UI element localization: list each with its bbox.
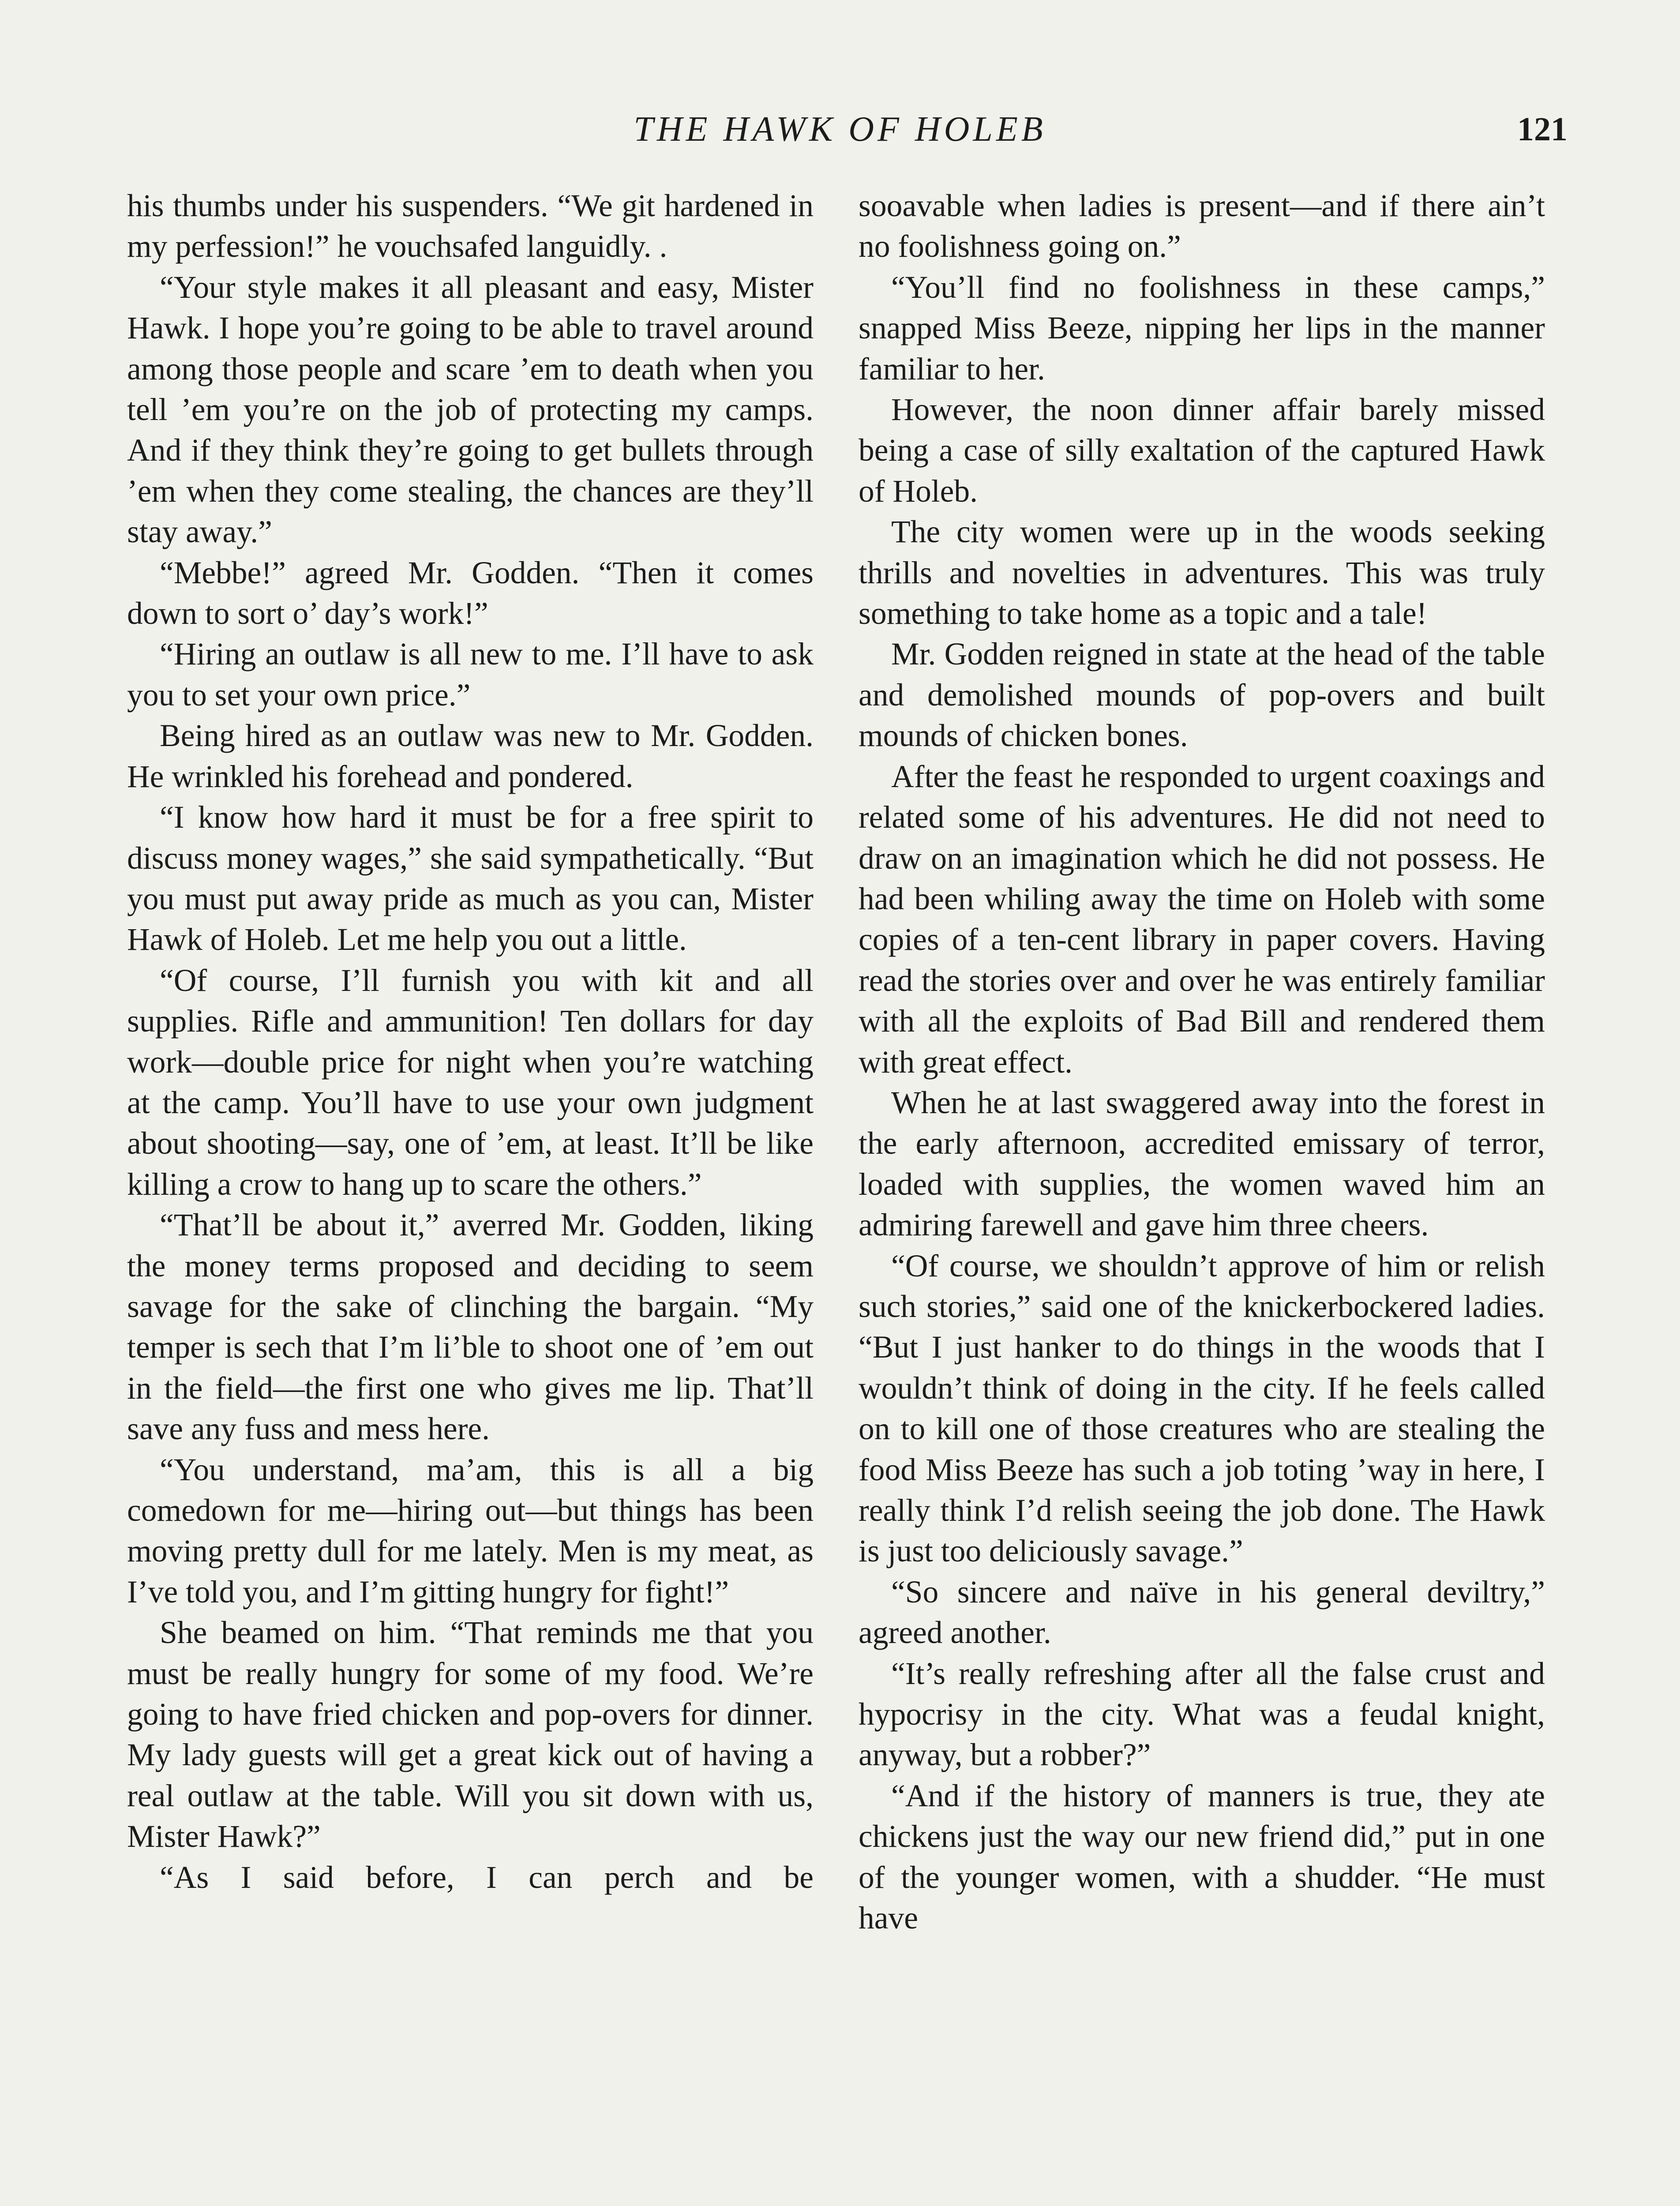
page-number: 121: [1517, 111, 1568, 148]
paragraph: When he at last swaggered away into the forest in the early afternoon, accredited emissary of terror, loaded with supplies, the women waved him an admiring farewell and gave him three cheers.: [859, 1085, 1545, 1243]
paragraph: “As I said before, I can perch and be: [160, 1860, 814, 1895]
running-title: THE HAWK OF HOLEB: [634, 110, 1046, 149]
paragraph: “So sincere and naïve in his general deviltry,” agreed another.: [859, 1574, 1545, 1651]
paragraph: Mr. Godden reigned in state at the head of the table and demolished mounds of pop-overs and built mounds of chicken bones.: [859, 637, 1545, 754]
paragraph: “I know how hard it must be for a free spirit to discuss money wages,” she said sympathetically. “But you must put away pride as much as you can, Mister Hawk of Holeb. Let me help you out a little.: [127, 800, 814, 957]
paragraph: “You understand, ma’am, this is all a big comedown for me—hiring out—but things has been moving pretty dull for me lately. Men is my meat, as I’ve told you, and I’m gitting hungry for fight!”: [127, 1452, 814, 1609]
paragraph: sooavable when ladies is present—and if there ain’t no foolishness going on.”: [859, 188, 1545, 264]
paragraph: The city women were up in the woods seeking thrills and novelties in adventures. This was truly something to take home as a topic and a tale!: [859, 514, 1545, 631]
paragraph: However, the noon dinner affair barely missed being a case of silly exaltation of the captured Hawk of Holeb.: [859, 392, 1545, 509]
paragraph: “Of course, I’ll furnish you with kit and all supplies. Rifle and ammunition! Ten dollars for day work—double price for night when you’re watching at the camp. You’ll have to use your own judgment about shooting—say, one of ’em, at least. It’ll be like killing a crow to hang up to scare the others.”: [127, 963, 814, 1202]
paragraph: his thumbs under his suspenders. “We git hardened in my perfession!” he vouchsafed languidly. .: [127, 188, 814, 264]
paragraph: “It’s really refreshing after all the false crust and hypocrisy in the city. What was a feudal knight, anyway, but a robber?”: [859, 1656, 1545, 1773]
paragraph: After the feast he responded to urgent coaxings and related some of his adventures. He did not need to draw on an imagination which he did not possess. He had been whiling away the time on Holeb with some copies of a ten-cent library in paper covers. Having read the stories over and over he was entirely familiar with all the exploits of Bad Bill and rendered them with great effect.: [859, 759, 1545, 1080]
paragraph: “That’ll be about it,” averred Mr. Godden, liking the money terms proposed and deciding to seem savage for the sake of clinching the bargain. “My temper is sech that I’m li’ble to shoot one of ’em out in the field—the first one who gives me lip. That’ll save any fuss and mess here.: [127, 1208, 814, 1447]
paragraph: “Hiring an outlaw is all new to me. I’ll have to ask you to set your own price.”: [127, 637, 814, 713]
paragraph: “Your style makes it all pleasant and easy, Mister Hawk. I hope you’re going to be able to travel around among those people and scare ’em to death when you tell ’em you’re on the job of protecting my camps. And if they think they’re going to get bullets through ’em when they come stealing, the chances are they’ll stay away.”: [127, 270, 814, 550]
paragraph: “Of course, we shouldn’t approve of him or relish such stories,” said one of the knickerbockered ladies. “But I just hanker to do things in the woods that I wouldn’t think of doing in the city. If he feels called on to kill one of those creatures who are stealing the food Miss Beeze has such a job toting ’way in here, I really think I’d relish seeing the job done. The Hawk is just too deliciously savage.”: [859, 1248, 1545, 1569]
paragraph: She beamed on him. “That reminds me that you must be really hungry for some of my food. We’re going to have fried chicken and pop-overs for dinner. My lady guests will get a great kick out of having a real outlaw at the table. Will you sit down with us, Mister Hawk?”: [127, 1615, 814, 1854]
running-head: [0, 105, 1680, 154]
left-column: [127, 186, 814, 1898]
paragraph: “And if the history of manners is true, they ate chickens just the way our new friend did,” put in one of the younger women, with a shudder. “He must have: [859, 1778, 1545, 1936]
paragraph: “Mebbe!” agreed Mr. Godden. “Then it comes down to sort o’ day’s work!”: [127, 555, 814, 631]
paragraph: “You’ll find no foolishness in these camps,” snapped Miss Beeze, nipping her lips in the manner familiar to her.: [859, 270, 1545, 386]
right-column: [859, 186, 1545, 1939]
paragraph: Being hired as an outlaw was new to Mr. Godden. He wrinkled his forehead and pondered.: [127, 718, 814, 794]
